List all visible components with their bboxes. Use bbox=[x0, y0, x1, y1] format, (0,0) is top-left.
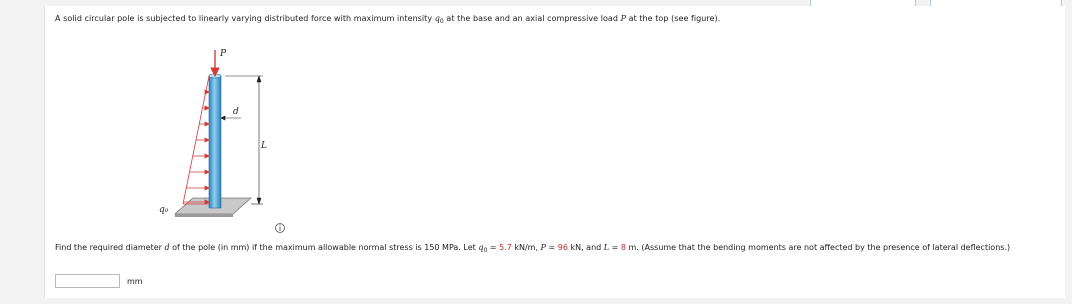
info-icon[interactable] bbox=[276, 224, 285, 233]
axial-load-arrow bbox=[211, 50, 219, 76]
label-p: P bbox=[220, 49, 227, 59]
distributed-load bbox=[183, 76, 209, 204]
question-text-5: = bbox=[545, 243, 558, 252]
question-text-4: kN/m, bbox=[511, 243, 541, 252]
pole-figure bbox=[93, 38, 333, 238]
p-symbol: P bbox=[620, 14, 627, 23]
question-text-7: = bbox=[609, 243, 621, 252]
q-symbol-question: q bbox=[478, 243, 484, 252]
l-symbol-question: L bbox=[603, 243, 610, 252]
prompt-text-1: A solid circular pole is subjected to linearly varying distributed force with maximum intensity bbox=[55, 14, 435, 23]
length-dimension bbox=[225, 76, 263, 204]
p-value: 96 bbox=[557, 243, 568, 252]
answer-input[interactable] bbox=[55, 274, 120, 288]
label-d: d bbox=[233, 107, 239, 117]
question-text-2: of the pole (in mm) if the maximum allowable normal stress is 150 MPa. Let bbox=[169, 243, 479, 252]
question-text-3: = bbox=[487, 243, 500, 252]
question-text-6: kN, and bbox=[567, 243, 604, 252]
l-value: 8 bbox=[620, 243, 626, 252]
pole bbox=[209, 76, 221, 208]
problem-card bbox=[44, 6, 1065, 298]
label-l: L bbox=[261, 141, 267, 151]
problem-statement bbox=[55, 14, 720, 23]
p-symbol-question: P bbox=[540, 243, 546, 252]
prompt-text-3: at the top (see figure). bbox=[626, 14, 721, 23]
answer-unit: mm bbox=[127, 277, 143, 286]
label-q0: q₀ bbox=[159, 205, 169, 215]
q-subscript: 0 bbox=[439, 18, 444, 25]
d-symbol: d bbox=[164, 243, 170, 252]
q-subscript-question: 0 bbox=[483, 247, 488, 254]
question-text-1: Find the required diameter bbox=[55, 243, 165, 252]
question-text bbox=[55, 242, 1045, 255]
prompt-text-2: at the base and an axial compressive load bbox=[443, 14, 621, 23]
question-text-8: m. (Assume that the bending moments are not affected by the presence of lateral deflections.) bbox=[625, 243, 1011, 252]
q-symbol: q bbox=[434, 14, 440, 23]
q-value: 5.7 bbox=[499, 243, 512, 252]
